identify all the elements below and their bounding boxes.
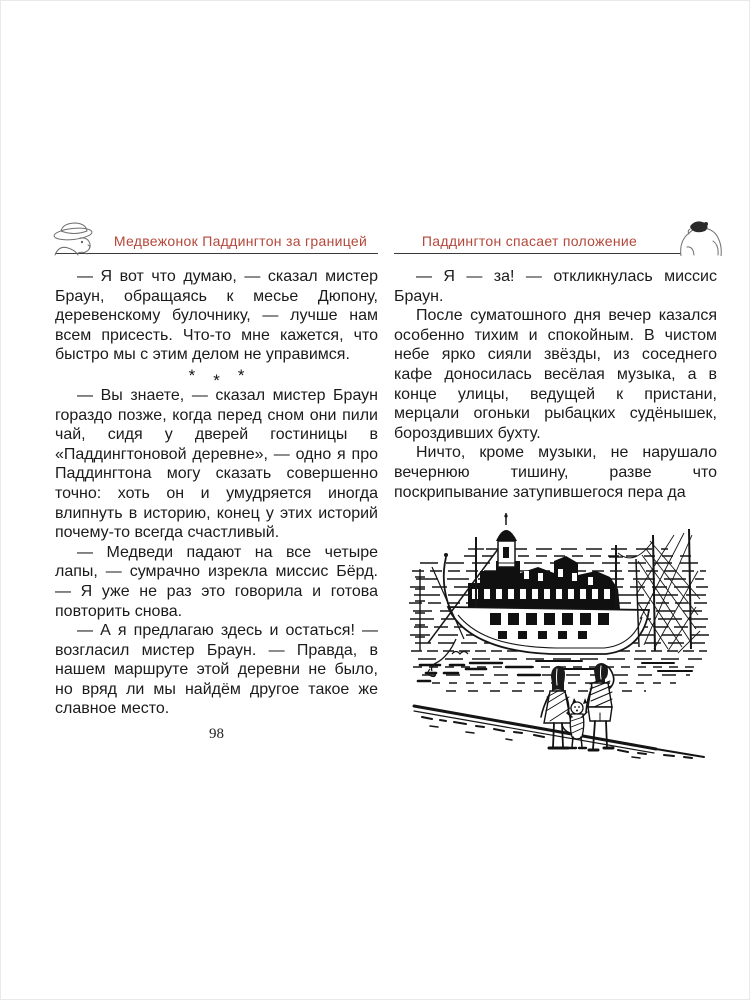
paragraph: — А я предлагаю здесь и остаться! — возгласил мистер Браун. — Правда, в нашем маршруте этой деревни не было, но вряд ли мы найдём другое такое же славное место. bbox=[55, 622, 378, 718]
left-page bbox=[55, 222, 378, 743]
left-running-head-title: Медвежонок Паддингтон за границей bbox=[113, 233, 368, 249]
separator-star: * bbox=[188, 365, 196, 385]
bear-from-behind-icon bbox=[675, 219, 725, 257]
left-page-text bbox=[55, 267, 378, 719]
paragraph: После суматошного дня вечер казался особенно тихим и спокойным. В чистом небе ярко сияли звёзды, из соседнего кафе доносилась весёлая музыка, а в конце улицы, ведущей к пристани, мерцали огоньки рыбацких судёнышек, бороздивших бухту. bbox=[394, 307, 717, 442]
separator-star: * bbox=[213, 370, 220, 390]
separator-star: * bbox=[237, 365, 245, 385]
paragraph: — Я — за! — откликнулась миссис Браун. bbox=[394, 268, 717, 305]
paragraph: — Вы знаете, — сказал мистер Браун гораздо позже, когда перед сном они пили чай, сидя у дверей гостиницы в «Паддингтоновой деревне», — одно я про Паддингтона могу сказать совершенно точно: хоть он и умудряется иногда влипнуть в историю, конец у этих историй почему-то всегда счастливый. bbox=[55, 386, 378, 542]
left-running-head bbox=[55, 222, 378, 254]
ladder-pole bbox=[415, 569, 425, 651]
right-page bbox=[394, 222, 717, 761]
paddington-hat-icon bbox=[49, 222, 101, 256]
church-tower bbox=[496, 513, 517, 567]
right-running-head-title: Паддингтон спасает положение bbox=[421, 233, 638, 249]
right-page-text bbox=[394, 267, 717, 502]
paragraph: — Медведи падают на все четыре лапы, — сумрачно изрекла миссис Бёрд. — Я уже не раз это говорила и готова повторить снова. bbox=[55, 543, 378, 620]
harbor-illustration bbox=[406, 511, 717, 761]
page-number: 98 bbox=[209, 726, 224, 743]
right-running-head bbox=[394, 222, 717, 254]
paragraph: Ничто, кроме музыки, не нарушало вечернюю тишину, разве что поскрипывание затупившегося пера да bbox=[394, 444, 717, 501]
paragraph: — Я вот что думаю, — сказал мистер Браун, обращаясь к месье Дюпону, деревенскому булочнику, — лучше нам всем присесть. Что-то мне кажется, что быстро мы с этим делом не управимся. bbox=[55, 268, 378, 364]
section-separator bbox=[55, 365, 378, 390]
